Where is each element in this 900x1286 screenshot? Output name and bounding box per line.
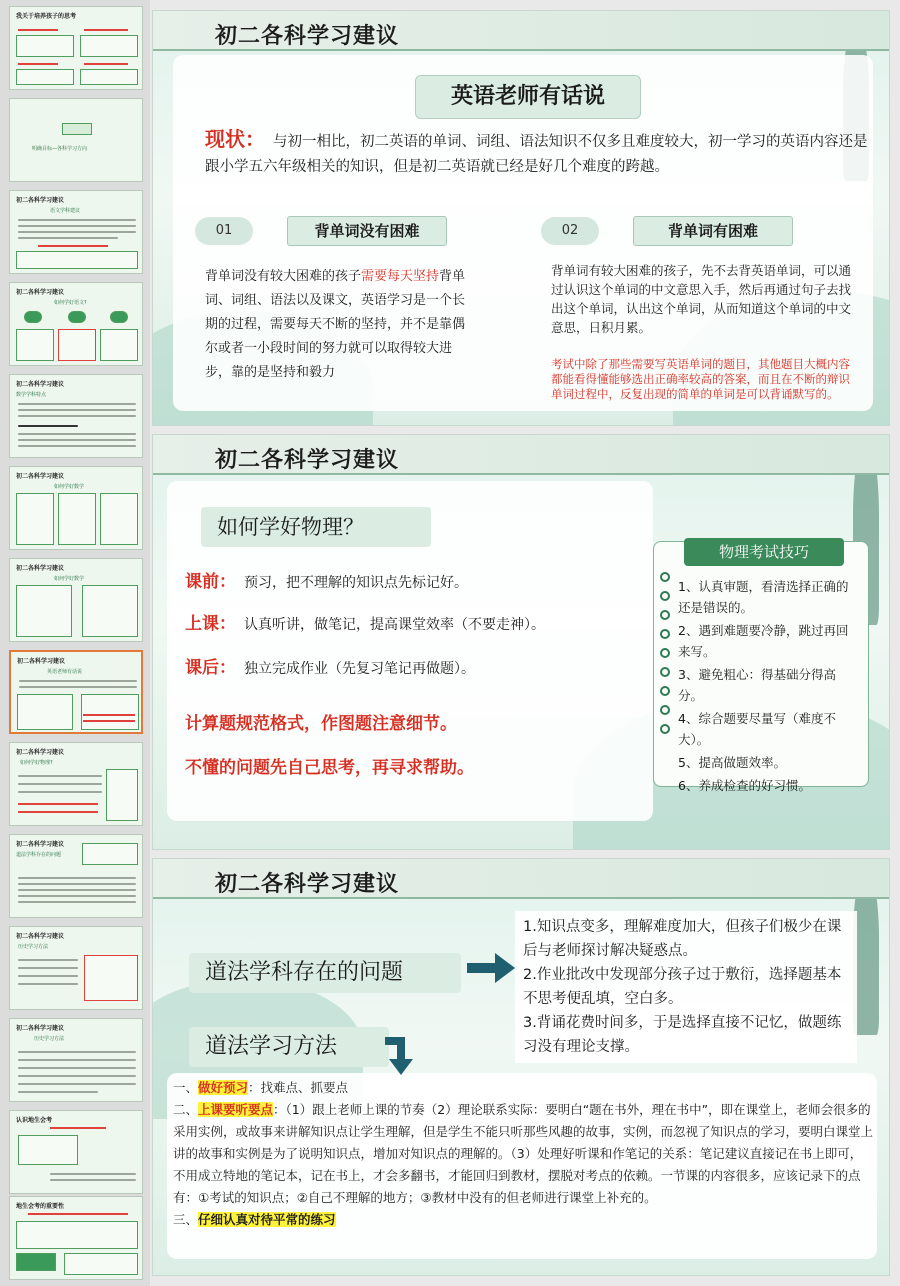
thumbnail-subtitle: 如何学好语文? — [54, 300, 87, 306]
item-prefix: 一、 — [173, 1080, 199, 1095]
item-text: ：找难点、抓要点 — [248, 1080, 349, 1095]
list-item: 6、养成检查的好习惯。 — [678, 778, 811, 793]
list-item: 2.作业批改中发现部分孩子过于敷衍，选择题基本不思考便乱填，空白多。 — [523, 967, 842, 1007]
problem-list — [515, 911, 857, 1063]
method-banner: 道法学习方法 — [189, 1027, 389, 1067]
item-text: ：（1）跟上老师上课的节奏（2）理论联系实际：要明白“题在书外，理在书中”，即在课堂上，老师会很多的采用实例，或故事来讲解知识点让学生理解，但是学生不能只听那些风趣的故事，实例，而忽视了知识点的学习，要明白课堂上讲的故事和实例是为了说明知识点，增加对知识点的理解的。（3）处理好听课和作笔记的关系：笔记建议直接记在书上即可，不用成立特地的笔记本，记在书上，才会多翻书，才能回归到教材，摆脱对考点的依赖。一节课的内容很多，应该记录下的点有：①考试的知识点；②自己不理解的地方；③教材中没有的但老师进行课堂上补充的。 — [173, 1102, 874, 1205]
slide-thumbnail-12[interactable] — [9, 1018, 143, 1102]
slide-title: 初二各科学习建议 — [215, 24, 400, 49]
notebook-rings — [660, 572, 672, 778]
thumbnail-title: 初二各科学习建议 — [16, 381, 65, 388]
thumbnail-subtitle: 数学学科特点 — [16, 392, 47, 398]
thumbnail-subtitle: 如何学好数学 — [54, 484, 85, 490]
slide-thumbnail-1[interactable] — [9, 6, 143, 90]
number-badge: 01 — [195, 217, 253, 245]
thumbnail-title: 初二各科学习建议 — [16, 933, 65, 940]
slide-thumbnail-6[interactable] — [9, 466, 143, 550]
slide-morality-law[interactable] — [152, 858, 890, 1276]
slide-thumbnail-4[interactable] — [9, 282, 143, 366]
thumbnail-subtitle: 历史学习方法 — [34, 1036, 65, 1042]
thumbnail-subtitle: 明确目标—各科学习方向 — [32, 146, 88, 152]
thumbnail-title: 初二各科学习建议 — [17, 658, 66, 665]
thumbnail-subtitle: 历史学习方法 — [18, 944, 49, 950]
slide-thumbnail-11[interactable] — [9, 926, 143, 1010]
thumbnail-title: 初二各科学习建议 — [16, 749, 65, 756]
slide-thumbnail-3[interactable] — [9, 190, 143, 274]
item-prefix: 二、 — [173, 1102, 199, 1117]
slide-thumbnail-2[interactable] — [9, 98, 143, 182]
before-class-label: 课前： — [185, 572, 236, 592]
arrow-down-icon — [385, 1031, 419, 1075]
status-label: 现状： — [205, 127, 265, 151]
highlight-text: 仔细认真对待平常的练习 — [198, 1212, 336, 1227]
status-paragraph — [205, 127, 871, 180]
slide-thumbnail-14[interactable] — [9, 1196, 143, 1280]
thumbnail-title: 认识地生会考 — [16, 1117, 53, 1124]
text-segment: 背单词没有较大困难的孩子 — [205, 269, 362, 284]
list-item: 5、提高做题效率。 — [678, 755, 786, 770]
thumbnail-title: 初二各科学习建议 — [16, 289, 65, 296]
thumbnail-title: 初二各科学习建议 — [16, 197, 65, 204]
slide-thumbnail-rail — [0, 0, 150, 1286]
slide-title: 初二各科学习建议 — [215, 448, 400, 473]
method-item-2 — [173, 1099, 873, 1209]
after-class-text: 独立完成作业（先复习笔记再做题）。 — [244, 661, 475, 677]
status-text: 与初一相比，初二英语的单词、词组、语法知识不仅多且难度较大，初一学习的英语内容还是跟小学五六年级相关的知识，但是初二英语就已经是好几个难度的跨越。 — [205, 134, 868, 175]
slide-title: 初二各科学习建议 — [215, 872, 400, 897]
in-class-text: 认真听讲，做笔记，提高课堂效率（不要走神）。 — [244, 617, 545, 633]
thumbnail-subtitle: 道法学科存在的问题 — [16, 852, 62, 858]
slide-thumbnail-9[interactable] — [9, 742, 143, 826]
method-text — [173, 1077, 873, 1231]
list-item: 4、综合题要尽量写（难度不大）。 — [678, 711, 836, 747]
question-banner: 如何学好物理？ — [201, 507, 431, 547]
problem-banner: 道法学科存在的问题 — [189, 953, 461, 993]
exam-tips-notebook — [653, 541, 869, 793]
thumbnail-subtitle: 如何学好物理? — [20, 760, 53, 766]
section-banner: 英语老师有话说 — [415, 75, 641, 119]
column-title-has-difficulty: 背单词有困难 — [633, 216, 793, 246]
thumbnail-subtitle: 英语老师有话说 — [47, 669, 83, 675]
thumbnail-title: 初二各科学习建议 — [16, 841, 65, 848]
thumbnail-title: 我关于培养孩子的思考 — [16, 13, 77, 20]
number-badge: 02 — [541, 217, 599, 245]
list-item: 2、遇到难题要冷静，跳过再回来写。 — [678, 623, 849, 659]
highlight-text: 需要每天坚持 — [361, 269, 440, 284]
highlight-text: 上课要听要点 — [198, 1102, 274, 1117]
slide-thumbnail-10[interactable] — [9, 834, 143, 918]
slide-thumbnail-5[interactable] — [9, 374, 143, 458]
highlight-text: 做好预习 — [198, 1080, 249, 1095]
slide-physics[interactable] — [152, 434, 890, 850]
list-item: 3、避免粗心：得基础分得高分。 — [678, 667, 836, 703]
column-text-has-difficulty: 背单词有较大困难的孩子，先不去背英语单词，可以通过认识这个单词的中文意思入手，然后再通过句子去找出这个单词，认出这个单词，从而知道这个单词的中文意思，日积月累。 — [551, 263, 852, 335]
before-class-line — [185, 567, 468, 592]
exam-tips-list — [678, 576, 860, 798]
column-title-no-difficulty: 背单词没有困难 — [287, 216, 447, 246]
method-item-1 — [173, 1077, 873, 1099]
method-item-3 — [173, 1209, 873, 1231]
thumbnail-title: 初二各科学习建议 — [16, 565, 65, 572]
slide-thumbnail-13[interactable] — [9, 1110, 143, 1194]
column-red-note: 考试中除了那些需要写英语单词的题目，其他题目大概内容都能看得懂能够选出正确率较高的答案，而且在不断的辩识单词过程中，反复出现的简单的单词是可以背诵默写的。 — [551, 357, 850, 401]
red-tip-line-1: 计算题规范格式，作图题注意细节。 — [185, 714, 457, 734]
slide-english[interactable] — [152, 10, 890, 426]
thumbnail-subtitle: 语文学科建议 — [50, 208, 81, 214]
red-tip-line-2: 不懂的问题先自己思考，再寻求帮助。 — [185, 758, 474, 778]
thumbnail-title: 初二各科学习建议 — [16, 1025, 65, 1032]
text-segment: 背单词、词组、语法以及课文，英语学习是一个长期的过程，需要每天不断的坚持，并不是靠偶尔或者一小段时间的努力就可以取得较大进步，靠的是坚持和毅力 — [205, 269, 466, 380]
after-class-line — [185, 653, 475, 678]
list-item: 1、认真审题，看清选择正确的还是错误的。 — [678, 579, 849, 615]
before-class-text: 预习，把不理解的知识点先标记好。 — [244, 575, 468, 591]
exam-tips-title: 物理考试技巧 — [684, 538, 844, 566]
after-class-label: 课后： — [185, 658, 236, 678]
thumbnail-title: 地生会考的重要性 — [16, 1203, 65, 1210]
in-class-line — [185, 609, 545, 634]
list-item: 1.知识点变多，理解难度加大，但孩子们极少在课后与老师探讨解决疑惑点。 — [523, 919, 842, 959]
thumbnail-subtitle: 如何学好数学 — [54, 576, 85, 582]
in-class-label: 上课： — [185, 614, 236, 634]
slide-thumbnail-7[interactable] — [9, 558, 143, 642]
slide-thumbnail-8[interactable] — [9, 650, 143, 734]
column-text-no-difficulty — [205, 265, 469, 385]
thumbnail-title: 初二各科学习建议 — [16, 473, 65, 480]
arrow-right-icon — [467, 953, 515, 983]
item-prefix: 三、 — [173, 1212, 199, 1227]
list-item: 3.背诵花费时间多，于是选择直接不记忆，做题练习没有理论支撑。 — [523, 1015, 842, 1055]
